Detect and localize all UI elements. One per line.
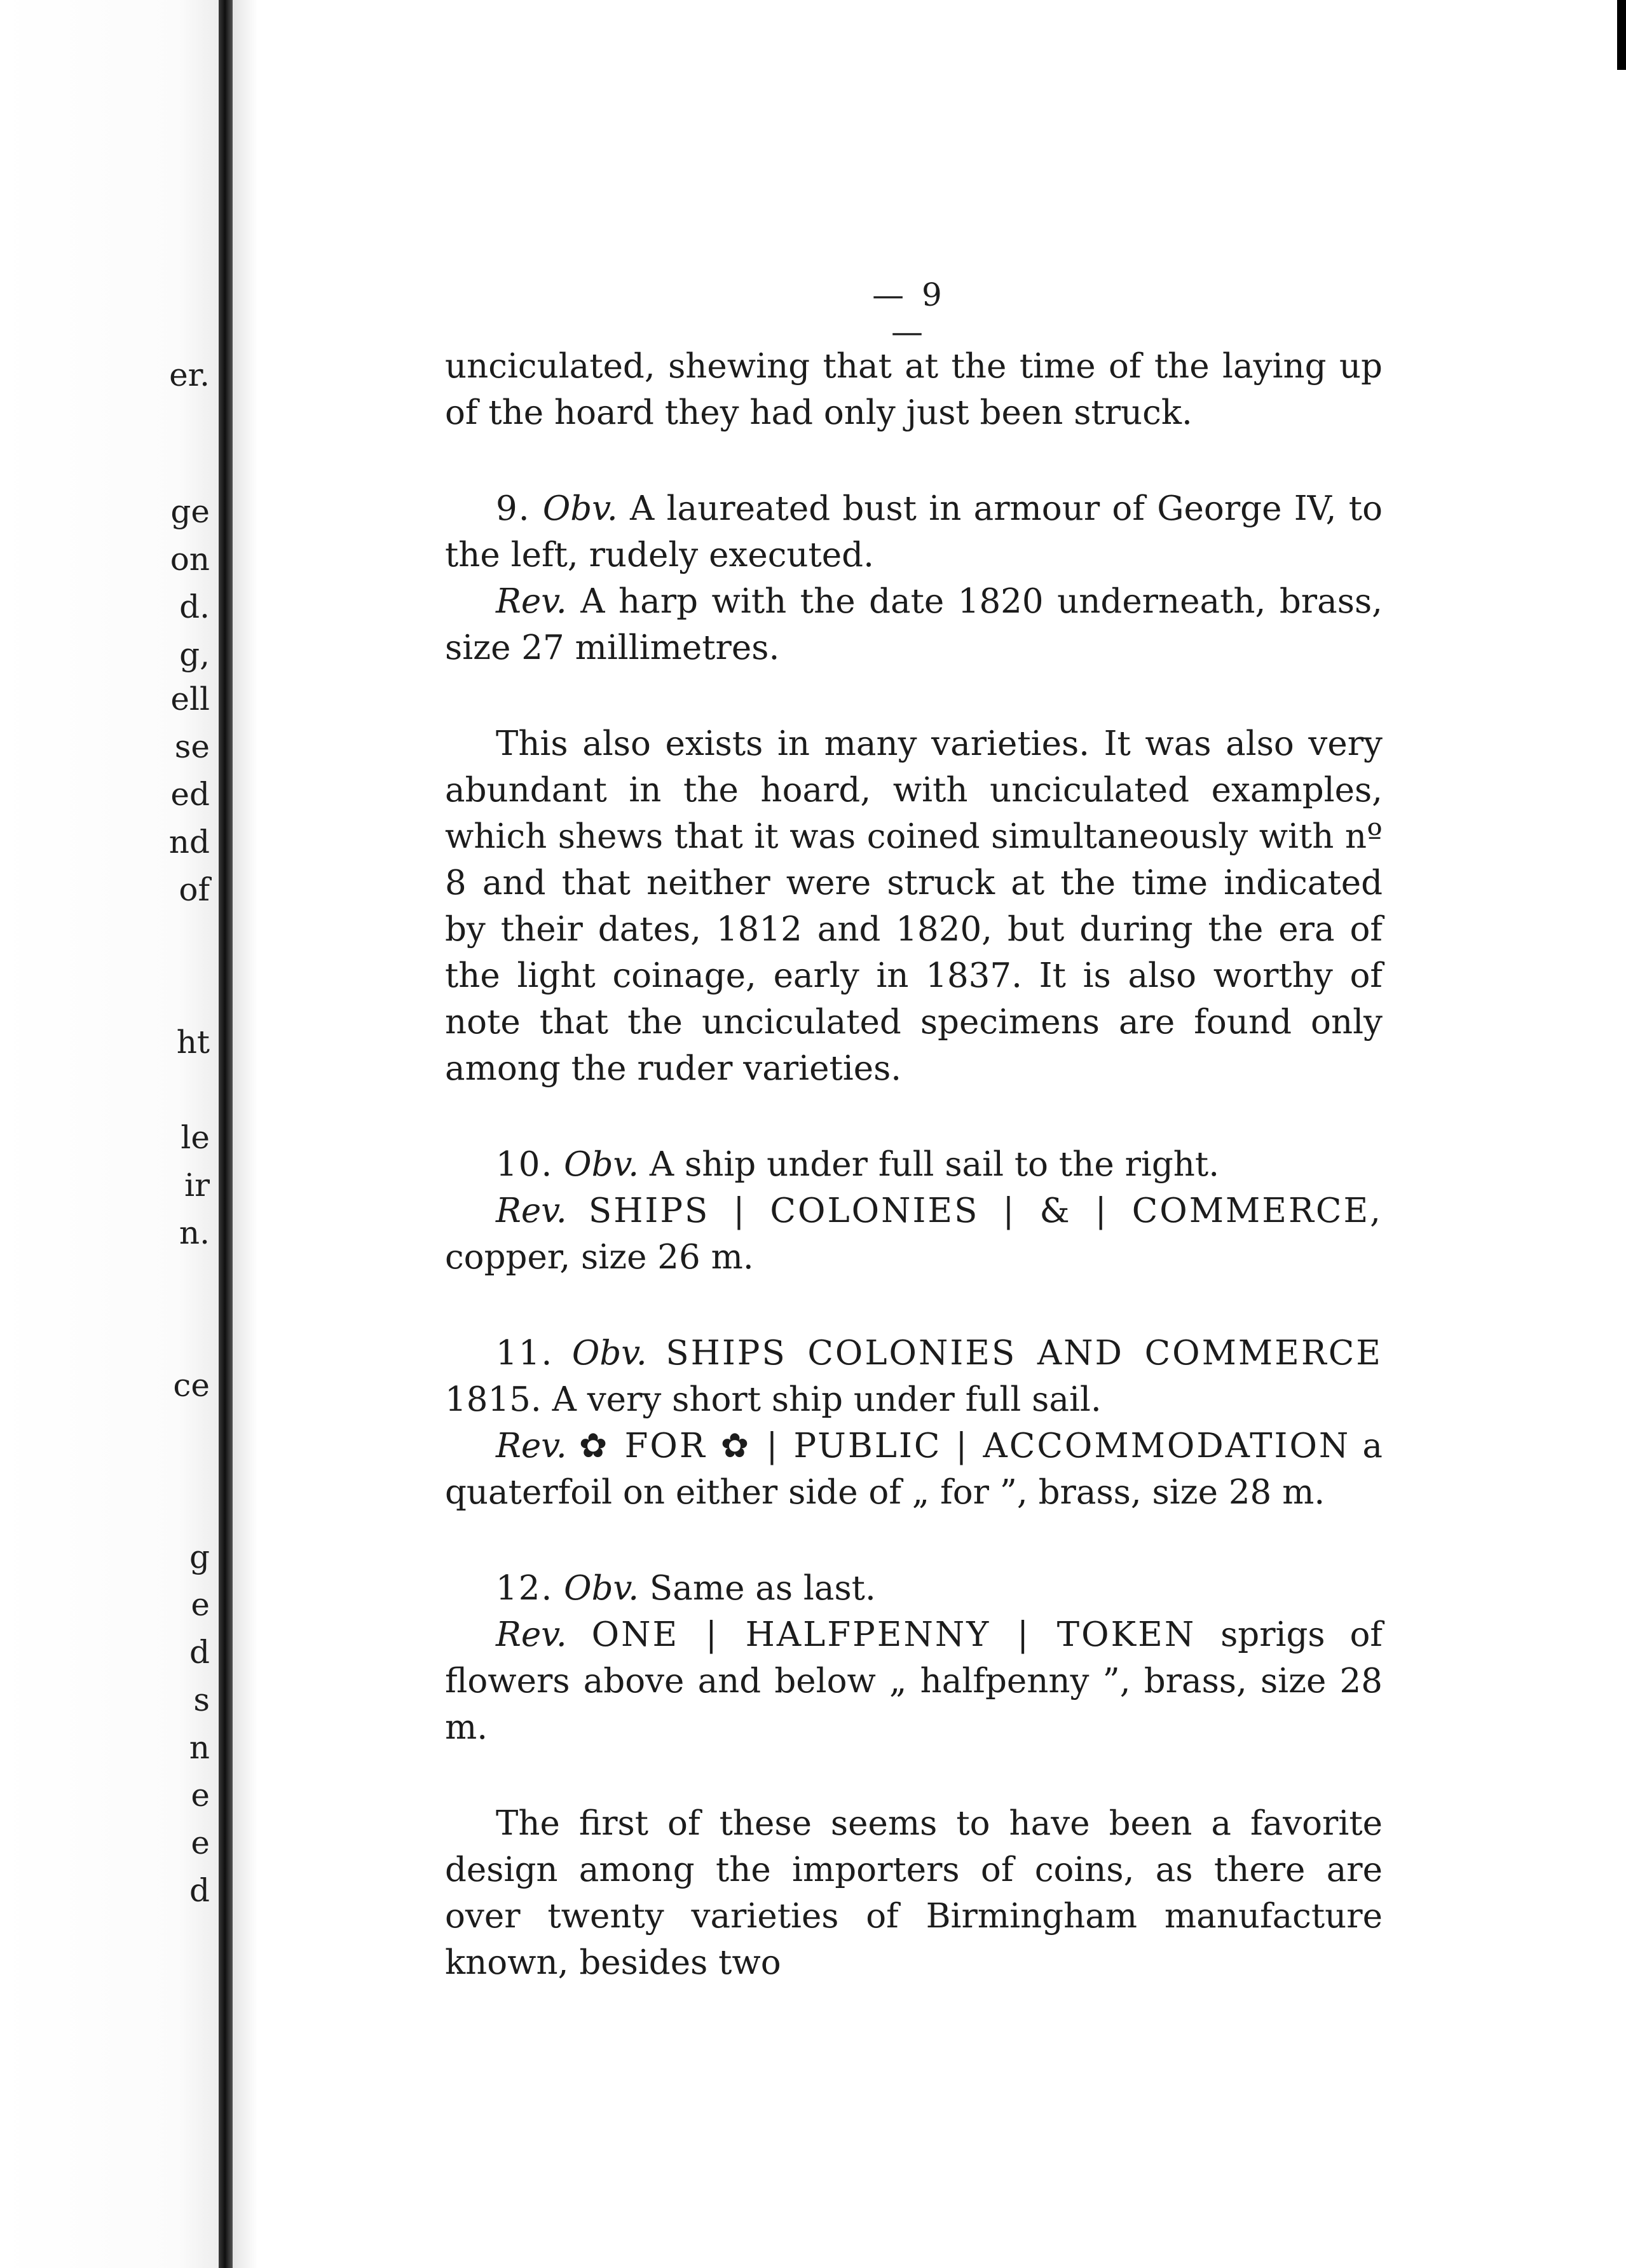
obverse-legend: SHIPS COLONIES AND COMMERCE xyxy=(666,1334,1383,1373)
margin-fragment: ed xyxy=(170,776,210,813)
margin-fragment: of xyxy=(179,871,210,908)
entry-11-reverse xyxy=(445,1423,1383,1516)
entry-11-obverse xyxy=(445,1330,1383,1423)
margin-fragment: nd xyxy=(168,824,210,860)
reverse-label: Rev. xyxy=(496,1615,567,1654)
margin-fragment: e xyxy=(191,1586,210,1623)
reverse-legend: SHIPS | COLONIES | & | COMMERCE, xyxy=(588,1192,1383,1230)
entry-number: 12. xyxy=(496,1569,554,1608)
entry-number: 10. xyxy=(496,1145,554,1184)
margin-fragment: s xyxy=(193,1681,210,1718)
commentary-paragraph: This also exists in many varieties. It was also very abundant in the hoard, with unciculated examples, which shews that it was coined simultaneously with nº 8 and that neither were struck at the time indicated by their dates, 1812 and 1820, but during the era of the light coinage, early in 1837. It is also worthy of note that the unciculated specimens are found only among the ruder varieties. xyxy=(445,724,1383,1088)
entry-12-obverse xyxy=(445,1565,1383,1612)
entry-number: 11. xyxy=(496,1334,554,1373)
margin-fragment: g xyxy=(189,1538,210,1575)
margin-fragment: ht xyxy=(176,1024,210,1061)
closing-paragraph: The first of these seems to have been a favorite design among the importers of coins, as there are over twenty varieties of Birmingham manufacture known, besides two xyxy=(445,1804,1383,1982)
margin-fragment: g, xyxy=(179,636,210,673)
obverse-description: A laureated bust in armour of George IV, to the left, rudely executed. xyxy=(445,489,1383,574)
margin-fragment: n. xyxy=(179,1214,210,1251)
reverse-description: sprigs of flowers above and below „ halfpenny ”, brass, size 28 m. xyxy=(445,1615,1383,1747)
obverse-label: Obv. xyxy=(542,489,618,528)
reverse-description: A harp with the date 1820 underneath, brass, size 27 millimetres. xyxy=(445,582,1383,667)
reverse-description: a quaterfoil on either side of „ for ”, brass, size 28 m. xyxy=(445,1427,1383,1512)
obverse-label: Obv. xyxy=(564,1569,639,1608)
entry-9-reverse xyxy=(445,578,1383,671)
reverse-legend: ONE | HALFPENNY | TOKEN xyxy=(591,1615,1196,1654)
margin-fragment: d. xyxy=(179,588,210,625)
margin-fragment: se xyxy=(174,728,210,765)
reverse-legend: ✿ FOR ✿ | PUBLIC | ACCOMMODATION xyxy=(578,1427,1351,1465)
entry-number: 9. xyxy=(496,489,531,528)
margin-fragment: ell xyxy=(170,681,210,717)
margin-fragment: ir xyxy=(184,1167,210,1204)
margin-fragment: ce xyxy=(173,1367,210,1404)
obverse-description: 1815. A very short ship under full sail. xyxy=(445,1380,1102,1419)
page-edge xyxy=(1617,0,1626,70)
margin-fragment: d xyxy=(189,1872,210,1909)
book-spine xyxy=(219,0,233,2268)
obverse-description: Same as last. xyxy=(649,1569,876,1608)
margin-fragment: e xyxy=(191,1777,210,1814)
reverse-label: Rev. xyxy=(496,1192,567,1230)
margin-fragment: ge xyxy=(170,493,210,530)
margin-fragment: on xyxy=(170,541,210,578)
obverse-label: Obv. xyxy=(564,1145,639,1184)
reverse-label: Rev. xyxy=(496,582,567,621)
margin-fragment: n xyxy=(189,1729,210,1766)
page-body xyxy=(445,343,1383,1986)
entry-12-reverse xyxy=(445,1612,1383,1751)
obverse-label: Obv. xyxy=(571,1334,647,1373)
margin-fragment: er. xyxy=(169,356,210,393)
entry-10-reverse xyxy=(445,1188,1383,1280)
reverse-label: Rev. xyxy=(496,1427,567,1465)
continued-paragraph: unciculated, shewing that at the time of the laying up of the hoard they had only just been struck. xyxy=(445,347,1383,432)
reverse-description: copper, size 26 m. xyxy=(445,1238,754,1277)
margin-fragment: le xyxy=(181,1119,210,1156)
obverse-description: A ship under full sail to the right. xyxy=(649,1145,1220,1184)
margin-fragment: e xyxy=(191,1824,210,1861)
entry-9-obverse xyxy=(445,486,1383,578)
entry-10-obverse xyxy=(445,1141,1383,1188)
facing-page xyxy=(0,0,224,2268)
margin-fragment: d xyxy=(189,1634,210,1671)
page-number: — 9 — xyxy=(872,276,946,350)
gutter-shadow xyxy=(233,0,258,2268)
